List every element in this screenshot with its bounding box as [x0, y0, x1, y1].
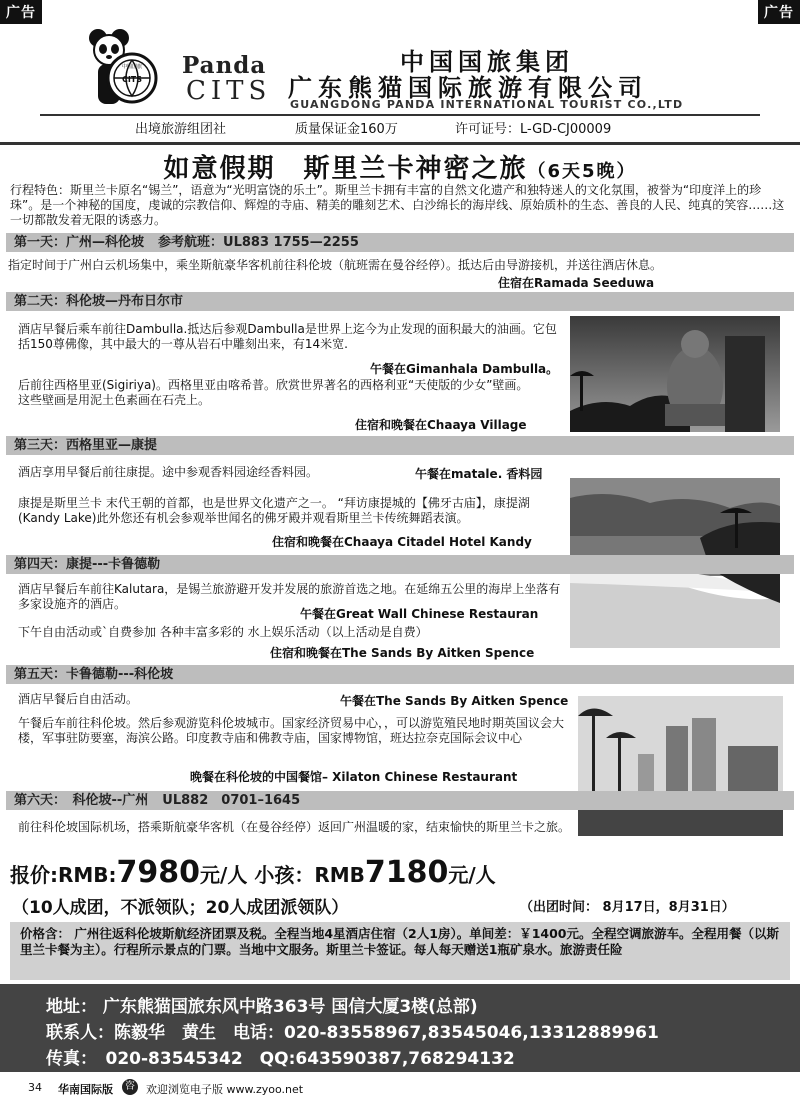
price-unit: 元/人 — [200, 863, 248, 887]
ad-tag-right: 广告 — [758, 0, 800, 24]
license-number: 许可证号：L-GD-CJ00009 — [455, 122, 612, 137]
day-1-flight: 参考航班：UL883 1755—2255 — [158, 235, 359, 250]
company-name-cn-1: 中国国旅集团 — [400, 48, 574, 76]
day-4-stay: 住宿和晚餐在The Sands By Aitken Spence — [270, 646, 535, 660]
day-5-header — [6, 665, 794, 684]
day-2-lunch: 午餐在Gimanhala Dambulla。 — [370, 362, 559, 376]
day-3-header — [6, 436, 794, 455]
day-1-header — [6, 233, 794, 252]
page-title — [0, 148, 800, 185]
day-5-label: 第五天：卡鲁德勒---科伦坡 — [14, 667, 174, 682]
license-row — [0, 118, 800, 138]
day-4-text-2: 下午自由活动或`自费参加 各种丰富多彩的 水上娱乐活动（以上活动是自费） — [18, 625, 428, 639]
logo-panda-text: Panda — [182, 52, 267, 79]
company-name-en: GUANGDONG PANDA INTERNATIONAL TOURIST CO.,LTD — [290, 98, 684, 111]
title-sub: （6天5晚） — [527, 161, 637, 182]
panda-logo-icon — [76, 24, 166, 110]
day-5-lunch: 午餐在The Sands By Aitken Spence — [340, 694, 569, 708]
logo-badge-text: 中国国旅 — [121, 64, 143, 70]
price-child: 7180 — [364, 855, 449, 890]
day-3-label: 第三天：西格里亚—康提 — [14, 438, 158, 453]
price-child-unit: 元/人 — [448, 863, 496, 887]
page-footer — [0, 1078, 800, 1098]
day-4-text-1: 酒店早餐后车前往Kalutara，是锡兰旅游避开发并发展的旅游首选之地。在延绵五公里的海岸上坐落有多家设施齐的酒店。 — [18, 582, 561, 611]
day-2-stay: 住宿和晚餐在Chaaya Village — [355, 418, 527, 432]
day-3-lunch: 午餐在matale. 香料园 — [415, 467, 543, 481]
price-child-label: 小孩：RMB — [254, 863, 365, 887]
title-main: 如意假期 斯里兰卡神密之旅 — [163, 154, 528, 184]
price-label: 报价:RMB: — [10, 863, 117, 887]
day-1-stay: 住宿在Ramada Seeduwa — [498, 276, 655, 290]
colombo-city-photo — [578, 696, 783, 836]
title-divider — [0, 142, 800, 145]
price-includes: 价格含： 广州往返科伦坡斯航经济团票及税。全程当地4星酒店住宿（2人1房）。单间差：￥1400元。全程空调旅游车。全程用餐（以斯里兰卡餐为主）。行程所示景点的门票。当地中文服务。斯里兰卡签证。每人每天赠送1瓶矿泉水。旅游责任险 — [10, 922, 790, 980]
contact-person: 联系人：陈毅华 黄生 电话：020-83558967,83545046,13312889961 — [46, 1023, 659, 1043]
buddha-statue-photo — [570, 316, 780, 432]
contact-address: 地址： 广东熊猫国旅东风中路363号 国信大厦3楼(总部) — [46, 997, 478, 1017]
magazine-badge-icon: 咨 — [122, 1079, 138, 1095]
price-line — [10, 855, 800, 890]
logo-cits-text: CITS — [186, 76, 272, 106]
magazine-name: 华南国际版 — [58, 1083, 113, 1096]
header-divider — [40, 114, 760, 116]
day-2-text-1: 酒店早餐后乘车前往Dambulla.抵达后参观Dambulla是世界上迄今为止发现的面积最大的油画。它包括150尊佛像，其中最大的一尊从岩石中雕刻出来，有14米宽. — [18, 322, 557, 351]
price-adult: 7980 — [116, 855, 201, 890]
page-number: 34 — [28, 1081, 42, 1094]
day-2-text-2: 后前往西格里亚(Sigiriya)。西格里亚由喀希普。欣赏世界著名的西格利亚“天使版的少女”壁画。这些壁画是用泥土色素画在石壳上。 — [18, 378, 529, 407]
day-4-label: 第四天：康提---卡鲁德勒 — [14, 557, 161, 572]
website-link[interactable]: 欢迎浏览电子版 www.zyoo.net — [146, 1083, 304, 1096]
day-4-lunch: 午餐在Great Wall Chinese Restauran — [300, 607, 539, 621]
license-type: 出境旅游组团社 — [135, 122, 227, 137]
departure-dates: （出团时间： 8月17日，8月31日） — [520, 900, 735, 915]
day-3-stay: 住宿和晚餐在Chaaya Citadel Hotel Kandy — [272, 535, 532, 549]
day-4-header — [6, 555, 794, 574]
day-6-flight: UL882 0701–1645 — [162, 793, 301, 808]
contact-block — [0, 984, 800, 1072]
day-6-header — [6, 791, 794, 810]
day-6-text: 前往科伦坡国际机场，搭乘斯航豪华客机（在曼谷经停）返回广州温暖的家，结束愉快的斯里兰卡之旅。 — [18, 820, 571, 834]
company-name-cn-2: 广东熊猫国际旅游有限公司 — [288, 74, 648, 102]
day-3-text-2: 康提是斯里兰卡 末代王朝的首都，也是世界文化遗产之一。 “拜访康提城的【佛牙古庙】，康提湖(Kandy Lake)此外您还有机会参观举世闻名的佛牙殿并观看斯里兰卡传统舞蹈表演。 — [18, 496, 530, 525]
day-1-text: 指定时间于广州白云机场集中，乘坐斯航豪华客机前往科伦坡（航班需在曼谷经停）。抵达后由导游接机，并送往酒店休息。 — [8, 258, 663, 272]
day-1-label: 第一天：广州—科伦坡 — [14, 235, 145, 250]
svg-text:CITS: CITS — [121, 75, 143, 84]
day-6-label: 第六天： 科伦坡--广州 — [14, 793, 149, 808]
tour-features: 行程特色：斯里兰卡原名“锡兰”，语意为“光明富饶的乐土”。斯里兰卡拥有丰富的自然文化遗产和独特迷人的文化氛围，被誉为“印度洋上的珍珠”。是一个神秘的国度，虔诚的宗教信仰、辉煌的寺庙、精美的雕刻艺术、白沙绵长的海岸线、原始质朴的生态、善良的人民、纯真的笑容……这一切都散发着无限的诱惑力。 — [10, 183, 785, 227]
day-5-dinner: 晚餐在科伦坡的中国餐馆– Xilaton Chinese Restaurant — [190, 770, 518, 784]
day-3-text-1: 酒店享用早餐后前往康提。途中参观香料园途经香料园。 — [18, 465, 319, 479]
day-5-text-2: 午餐后车前往科伦坡。然后参观游览科伦坡城市。国家经济贸易中心，，可以游览殖民地时期英国议会大楼，军事驻防要塞，海滨公路。印度教寺庙和佛教寺庙，国家博物馆，班达拉奈克国际会议中心 — [18, 716, 565, 745]
contact-fax: 传真： 020-83545342 QQ:643590387,768294132 — [46, 1049, 515, 1069]
day-2-header — [6, 292, 794, 311]
group-note: （10人成团，不派领队；20人成团派领队） — [12, 898, 349, 918]
ad-tag-left: 广告 — [0, 0, 42, 24]
day-5-text-1: 酒店早餐后自由活动。 — [18, 692, 139, 706]
company-header — [60, 22, 740, 114]
license-deposit: 质量保证金160万 — [295, 122, 398, 137]
day-2-label: 第二天：科伦坡—丹布日尔市 — [14, 294, 184, 309]
